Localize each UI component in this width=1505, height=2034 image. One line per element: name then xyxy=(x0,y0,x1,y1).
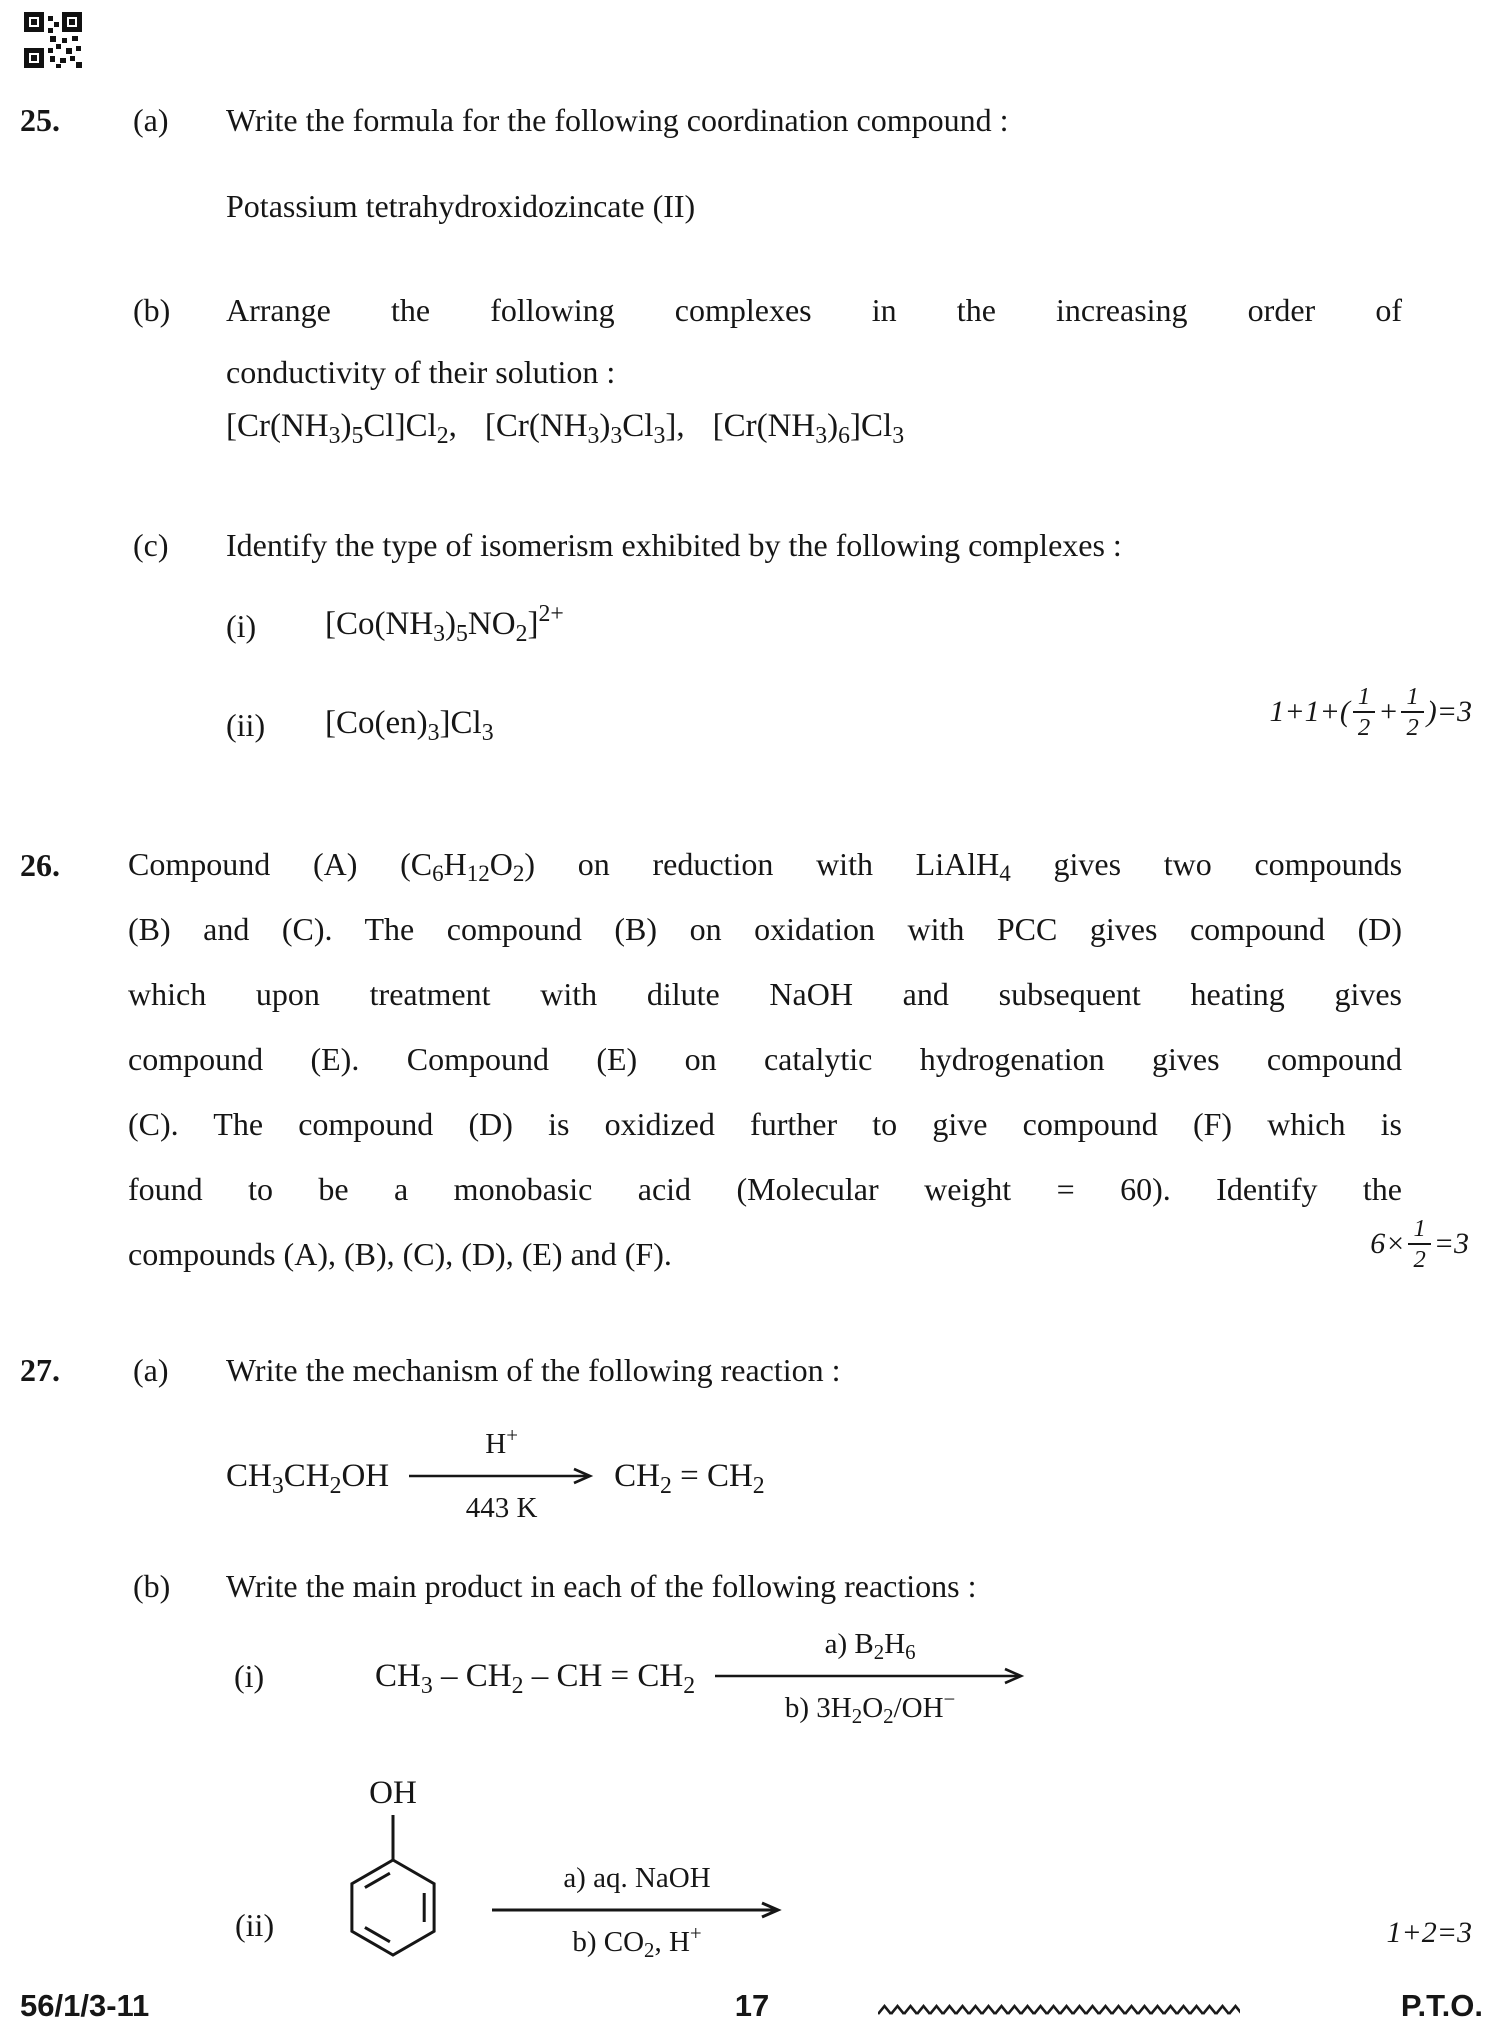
q27b-i-arrow-below: b) $3H_2O_2/OH^-$ xyxy=(784,1687,956,1729)
q25a-compound-name: Potassium tetrahydroxidozincate (II) xyxy=(226,188,696,224)
reaction-arrow-icon xyxy=(715,1667,1025,1685)
q25a-label: (a) xyxy=(133,102,169,138)
q27a-reactant: $CH_3CH_2OH$ xyxy=(226,1457,390,1499)
reaction-arrow-icon xyxy=(492,1901,782,1919)
q27b-i-reactant: $CH_3 - CH_2$ – CH = $CH_2$ xyxy=(375,1657,696,1699)
q27a-arrow-block xyxy=(409,1422,594,1525)
q27b-ii-label: (ii) xyxy=(235,1907,275,1943)
q25c-item-i-formula: $[Co(NH_3)_5NO_2]^{2+}$ xyxy=(325,600,564,647)
hydroxyl-group-label: OH xyxy=(369,1775,417,1811)
q26-line: which upon treatment with dilute NaOH and subsequent heating gives xyxy=(128,976,1402,1012)
q27b-i-label: (i) xyxy=(234,1657,265,1694)
q27b-i-arrow-block xyxy=(715,1628,1025,1729)
reaction-arrow-icon xyxy=(409,1467,594,1485)
q25-marks: 1+1+( $\frac{1}{2}$ + $\frac{1}{2}$ )=3 xyxy=(1269,683,1472,741)
complex-formula-3: $[Cr(NH_3)_6]Cl_3$ xyxy=(712,408,905,449)
q25c-label: (c) xyxy=(133,527,169,563)
q26-marks: 6× $\frac{1}{2}$ =3 xyxy=(1370,1215,1469,1273)
q27b-ii-arrow-block xyxy=(492,1862,782,1963)
page-number: 17 xyxy=(734,1988,770,2023)
complex-formula-2: $[Cr(NH_3)_3Cl_3]$, xyxy=(484,408,685,449)
q27b-ii-arrow-below: b) $CO_2$, H+ xyxy=(572,1921,702,1963)
q26-line: Compound (A) $(C_6H_{12}O_2)$ on reduction with LiAlH$_4$ gives two compounds xyxy=(128,846,1403,887)
squiggle-divider xyxy=(878,2002,1240,2018)
q26-line: found to be a monobasic acid (Molecular weight = 60). Identify the xyxy=(128,1171,1402,1207)
q26-line: (B) and (C). The compound (B) on oxidation with PCC gives compound (D) xyxy=(128,911,1402,947)
q25c-item-ii-formula: $[Co(en)_3]Cl_3$ xyxy=(325,705,494,746)
q25a-text: Write the formula for the following coordination compound : xyxy=(226,102,1009,138)
q27b-text: Write the main product in each of the following reactions : xyxy=(226,1568,977,1604)
q25c-text: Identify the type of isomerism exhibited by the following complexes : xyxy=(226,527,1122,563)
question-26-number: 26. xyxy=(20,847,60,883)
q25c-item-ii-label: (ii) xyxy=(226,707,266,743)
q26-line: compounds (A), (B), (C), (D), (E) and (F). xyxy=(128,1236,672,1272)
phenol-structure xyxy=(338,1775,448,1960)
footer-paper-code: 56/1/3-11 xyxy=(20,1988,150,2023)
q27b-label: (b) xyxy=(133,1568,171,1604)
question-27-number: 27. xyxy=(20,1352,60,1388)
q27a-text: Write the mechanism of the following reaction : xyxy=(226,1352,841,1388)
q27-marks: 1+2=3 xyxy=(1386,1916,1472,1949)
q27a-product: $CH_2 = CH_2$ xyxy=(614,1457,765,1499)
q26-line: (C). The compound (D) is oxidized further to give compound (F) which is xyxy=(128,1106,1402,1142)
q25b-label: (b) xyxy=(133,292,171,328)
q26-paragraph xyxy=(128,832,1402,1287)
q25b-text-line2: conductivity of their solution : xyxy=(226,354,616,390)
q25b-complex-list xyxy=(226,408,905,449)
q27a-reaction xyxy=(226,1422,765,1525)
question-25-number: 25. xyxy=(20,102,60,138)
q27b-ii-arrow-above: a) aq. NaOH xyxy=(563,1862,711,1894)
q27a-label: (a) xyxy=(133,1352,169,1388)
q27b-reaction-i xyxy=(234,1628,1025,1729)
q27a-arrow-above: H+ xyxy=(485,1422,518,1460)
q25c-item-i-label: (i) xyxy=(226,608,257,644)
q27b-i-arrow-above: a) $B_2H_6$ xyxy=(824,1628,916,1664)
q26-line: compound (E). Compound (E) on catalytic hydrogenation gives compound xyxy=(128,1041,1402,1077)
q27a-arrow-below: 443 K xyxy=(465,1492,538,1525)
complex-formula-1: $[Cr(NH_3)_5Cl]Cl_2$, xyxy=(226,408,457,449)
qr-code-icon xyxy=(24,12,82,68)
q25b-text-line1: Arrange the following complexes in the increasing order of xyxy=(226,292,1402,328)
benzene-ring-diagram xyxy=(343,1812,443,1960)
pto-label: P.T.O. xyxy=(1400,1988,1483,2023)
